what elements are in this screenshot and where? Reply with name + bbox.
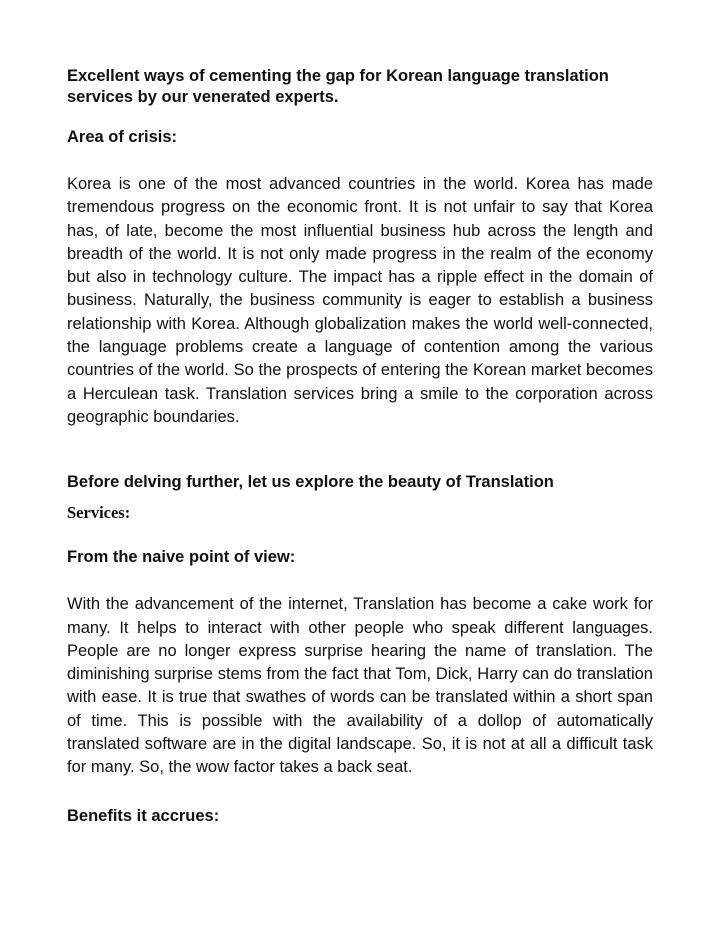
section-body-naive-point-of-view: With the advancement of the internet, Translation has become a cake work for many. It helps to interact with other people who speak different languages. People are no longer express surprise hearing the name of translation. The diminishing surprise stems from the fact that Tom, Dick, Harry can do translation with ease. It is true that swathes of words can be translated within a short span of time. This is possible with the availability of a dollop of automatically translated software are in the digital landscape. So, it is not at all a difficult task for many. So, the wow factor takes a back seat. <box>67 595 653 777</box>
section-heading-before-delving: Before delving further, let us explore the beauty of Translation <box>67 473 554 492</box>
section-heading-services: Services: <box>67 503 131 523</box>
section-heading-benefits: Benefits it accrues: <box>67 806 220 825</box>
section-heading-naive-point-of-view: From the naive point of view: <box>67 548 296 567</box>
document-title: Excellent ways of cementing the gap for Korean language translation services by our venerated experts. <box>67 67 609 106</box>
document-page <box>67 66 653 827</box>
section-body-area-of-crisis: Korea is one of the most advanced countries in the world. Korea has made tremendous progress on the economic front. It is not unfair to say that Korea has, of late, become the most influential business hub across the length and breadth of the world. It is not only made progress in the realm of the economy but also in technology culture. The impact has a ripple effect in the domain of business. Naturally, the business community is eager to establish a business relationship with Korea. Although globalization makes the world well-connected, the language problems create a language of contention among the various countries of the world. So the prospects of entering the Korean market becomes a Herculean task. Translation services bring a smile to the corporation across geographic boundaries. <box>67 175 653 426</box>
section-heading-area-of-crisis: Area of crisis: <box>67 128 178 146</box>
